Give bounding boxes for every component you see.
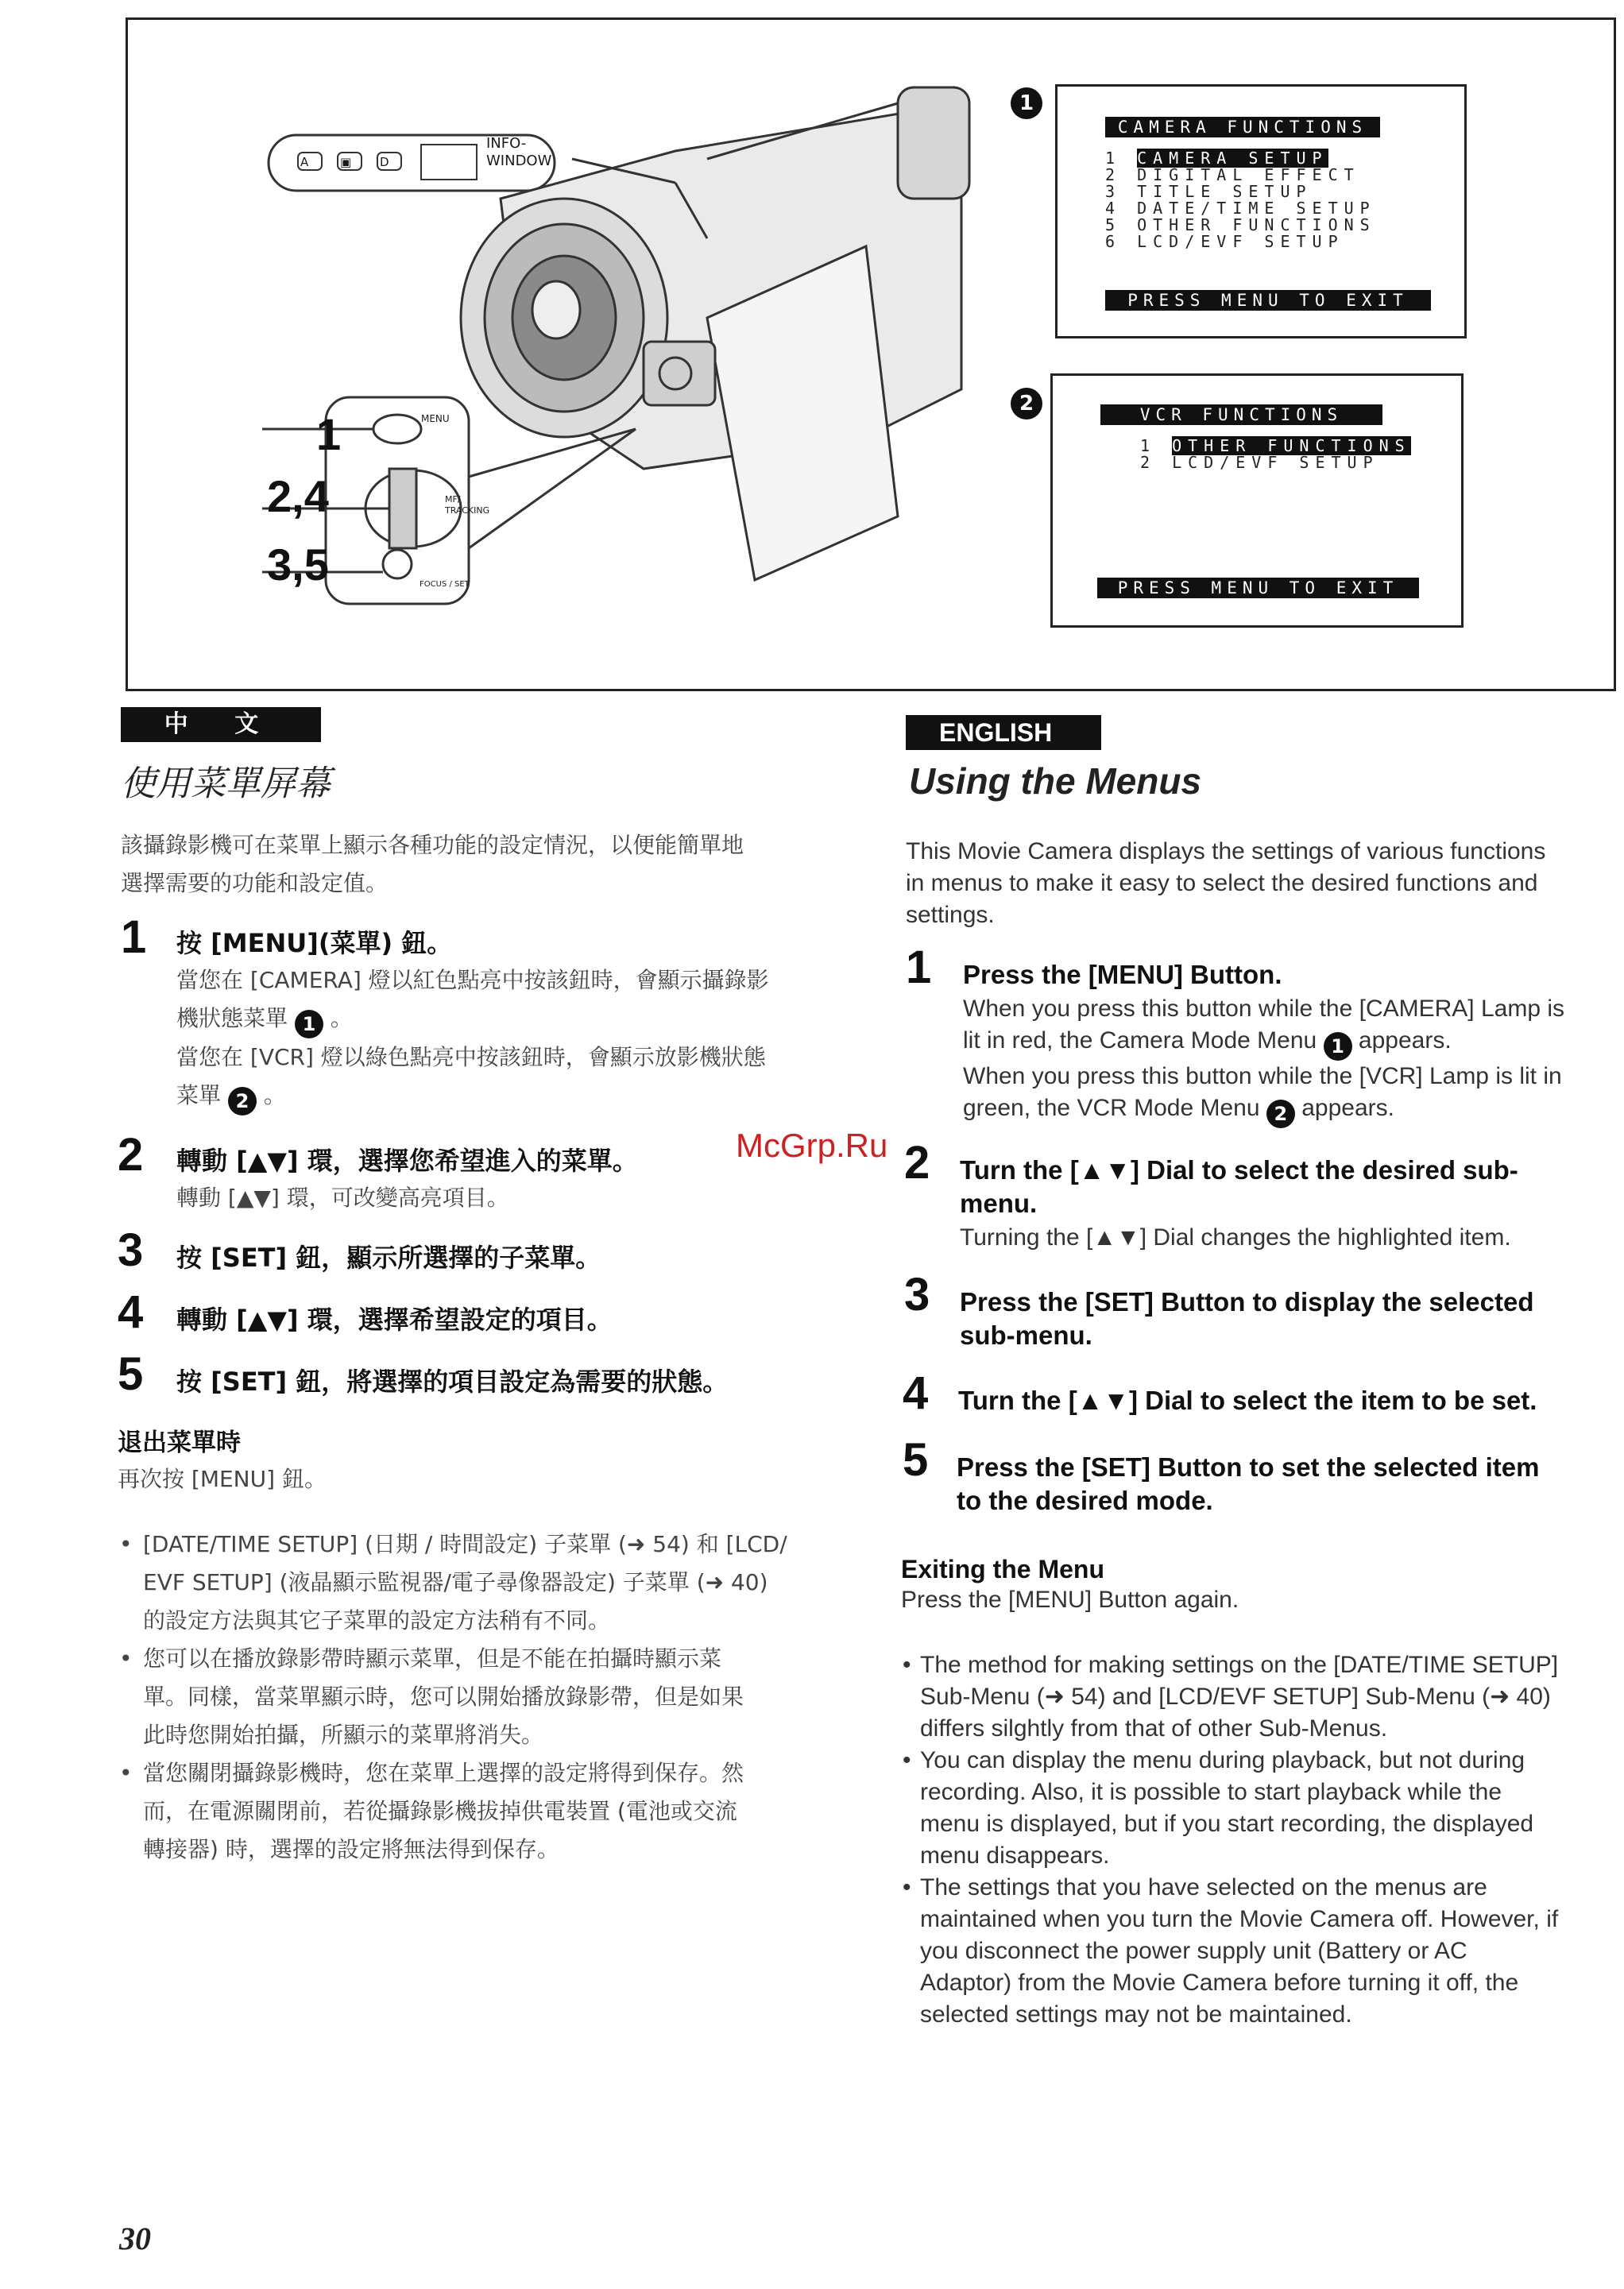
english-intro: This Movie Camera displays the settings of various functions in menus to make it easy to select the desired functions and settings. <box>906 838 1546 928</box>
chinese-intro: 該攝錄影機可在菜單上顯示各種功能的設定情況，以便能簡單地 選擇需要的功能和設定值。 <box>121 832 744 896</box>
mf-tracking-label: MF/ TRACKING <box>445 494 490 516</box>
vcr-menu-badge: 2 <box>1011 388 1042 420</box>
cn-step-5-heading: 按 [SET] 鈕，將選擇的項目設定為需要的狀態。 <box>176 1367 729 1397</box>
en-bullet-3: • The settings that you have selected on the menus are maintained when you turn the Movie Camera off. However, if you disconnect the power supply unit (Battery or AC Adaptor) from the Movie Camera before turning it off, the selected settings may not be maintained. <box>903 1874 1559 2028</box>
callout-1: 1 <box>316 409 342 459</box>
cn-step-5-number: 5 <box>118 1348 144 1400</box>
en-step-5-number: 5 <box>903 1434 929 1486</box>
cn-bullet-3: • 當您關閉攝錄影機時，您在菜單上選擇的設定將得到保存。然 而，在電源關閉前，若從攝錄影機拔掉供電裝置 (電池或交流 轉接器) 時，選擇的設定將無法得到保存。 <box>119 1760 744 1862</box>
en-exit-text: Press the [MENU] Button again. <box>901 1587 1239 1613</box>
en-bullet-1: • The method for making settings on the [DATE/TIME SETUP] Sub-Menu (➜ 54) and [LCD/EVF SETUP] Sub-Menu (➜ 40) differs silghtly from that of other Sub-Menus. <box>903 1652 1559 1742</box>
en-exit-heading: Exiting the Menu <box>901 1555 1104 1583</box>
vcr-functions-screen <box>1050 373 1464 628</box>
vcr-menu-exit: PRESS MENU TO EXIT <box>1097 578 1419 598</box>
cn-step-2-number: 2 <box>118 1129 144 1181</box>
camera-menu-item-2: 2 DIGITAL EFFECT <box>1105 165 1360 184</box>
cn-step-2-body: 轉動 [▲▼] 環，可改變高亮項目。 <box>176 1185 509 1211</box>
cn-step-3-heading: 按 [SET] 鈕，顯示所選擇的子菜單。 <box>176 1243 601 1273</box>
camera-menu-ref-icon: 1 <box>295 1010 323 1038</box>
en-step-2-number: 2 <box>904 1137 930 1189</box>
vcr-menu-item-1: 1 OTHER FUNCTIONS <box>1140 436 1411 455</box>
cn-bullet-1: • [DATE/TIME SETUP] (日期 / 時間設定) 子菜單 (➜ 54) 和 [LCD/ EVF SETUP] (液晶顯示監視器/電子尋像器設定) 子菜單 (➜ 40) 的設定方法與其它子菜單的設定方法稍有不同。 <box>119 1531 787 1634</box>
en-step-2-heading: Turn the [▲▼] Dial to select the desired sub- menu. <box>960 1155 1518 1218</box>
camera-menu-item-5: 5 OTHER FUNCTIONS <box>1105 215 1376 234</box>
cn-step-3-number: 3 <box>118 1224 144 1276</box>
vcr-menu-item-2: 2 LCD/EVF SETUP <box>1140 453 1379 472</box>
camera-menu-item-4: 4 DATE/TIME SETUP <box>1105 199 1376 218</box>
en-step-4-heading: Turn the [▲▼] Dial to select the item to be set. <box>958 1386 1537 1415</box>
camera-menu-title: CAMERA FUNCTIONS <box>1105 117 1380 137</box>
cn-exit-heading: 退出菜單時 <box>118 1429 241 1457</box>
chinese-title: 使用菜單屏幕 <box>121 764 331 804</box>
menu-button-label: MENU <box>421 413 450 424</box>
cn-step-1-body: 當您在 [CAMERA] 燈以紅色點亮中按該鈕時，會顯示攝錄影 機狀態菜單 1 。 當您在 [VCR] 燈以綠色點亮中按該鈕時，會顯示放影機狀態 菜單 2 。 <box>176 961 844 1116</box>
page-number: 30 <box>119 2221 151 2256</box>
en-step-1-body: When you press this button while the [CAMERA] Lamp is lit in red, the Camera Mode Menu 1 appears. When you press this button while the [VCR] Lamp is lit in green, the VCR Mode Menu 2 appears. <box>963 993 1614 1128</box>
info-window-label: INFO- WINDOW <box>486 135 552 169</box>
english-title: Using the Menus <box>909 760 1202 802</box>
cn-step-4-number: 4 <box>118 1286 144 1338</box>
en-bullet-list <box>903 1649 1610 2031</box>
camera-menu-exit: PRESS MENU TO EXIT <box>1105 290 1431 311</box>
callout-3-5: 3,5 <box>267 539 329 590</box>
camera-functions-screen <box>1055 84 1467 338</box>
cn-step-2-heading: 轉動 [▲▼] 環，選擇您希望進入的菜單。 <box>176 1146 638 1176</box>
cn-bullet-list <box>119 1525 834 1869</box>
english-section-label: ENGLISH <box>906 715 1101 750</box>
en-step-5-heading: Press the [SET] Button to set the selected item to the desired mode. <box>957 1452 1540 1515</box>
en-step-4-number: 4 <box>903 1367 929 1419</box>
callout-2-4: 2,4 <box>267 471 329 521</box>
cn-step-1-heading: 按 [MENU](菜單) 鈕。 <box>176 928 453 958</box>
cn-step-4-heading: 轉動 [▲▼] 環，選擇希望設定的項目。 <box>176 1305 613 1335</box>
camera-menu-ref-icon-en: 1 <box>1324 1032 1352 1061</box>
info-button-icon: ▣ <box>340 155 352 169</box>
vcr-menu-ref-icon-en: 2 <box>1266 1100 1295 1128</box>
en-step-3-number: 3 <box>904 1269 930 1320</box>
camcorder-illustration <box>262 56 977 659</box>
camera-menu-item-6: 6 LCD/EVF SETUP <box>1105 232 1344 251</box>
info-button-d: D <box>380 155 389 169</box>
en-bullet-2: • You can display the menu during playback, but not during recording. Also, it is possible to start playback while the menu is displayed, but if you start recording, the displayed menu disappears. <box>903 1747 1534 1869</box>
vcr-menu-ref-icon: 2 <box>228 1087 257 1116</box>
camera-menu-badge: 1 <box>1011 87 1042 119</box>
en-step-1-heading: Press the [MENU] Button. <box>963 960 1282 989</box>
focus-set-label: FOCUS / SET <box>420 580 470 589</box>
en-step-3-heading: Press the [SET] Button to display the selected sub-menu. <box>960 1287 1534 1350</box>
camera-menu-item-1: 1 CAMERA SETUP <box>1105 149 1328 168</box>
chinese-section-label: 中 文 <box>121 707 321 742</box>
cn-bullet-2: • 您可以在播放錄影帶時顯示菜單，但是不能在拍攝時顯示菜 單。同樣，當菜單顯示時，您可以開始播放錄影帶，但是如果 此時您開始拍攝，所顯示的菜單將消失。 <box>119 1645 744 1748</box>
info-button-a: A <box>300 155 309 169</box>
vcr-menu-title: VCR FUNCTIONS <box>1100 404 1382 425</box>
cn-exit-text: 再次按 [MENU] 鈕。 <box>118 1466 327 1492</box>
watermark-text: McGrp.Ru <box>736 1127 888 1164</box>
en-step-2-body: Turning the [▲▼] Dial changes the highlighted item. <box>960 1224 1511 1251</box>
en-step-1-number: 1 <box>906 942 932 993</box>
camera-menu-item-3: 3 TITLE SETUP <box>1105 182 1313 201</box>
cn-step-1-number: 1 <box>121 911 147 963</box>
